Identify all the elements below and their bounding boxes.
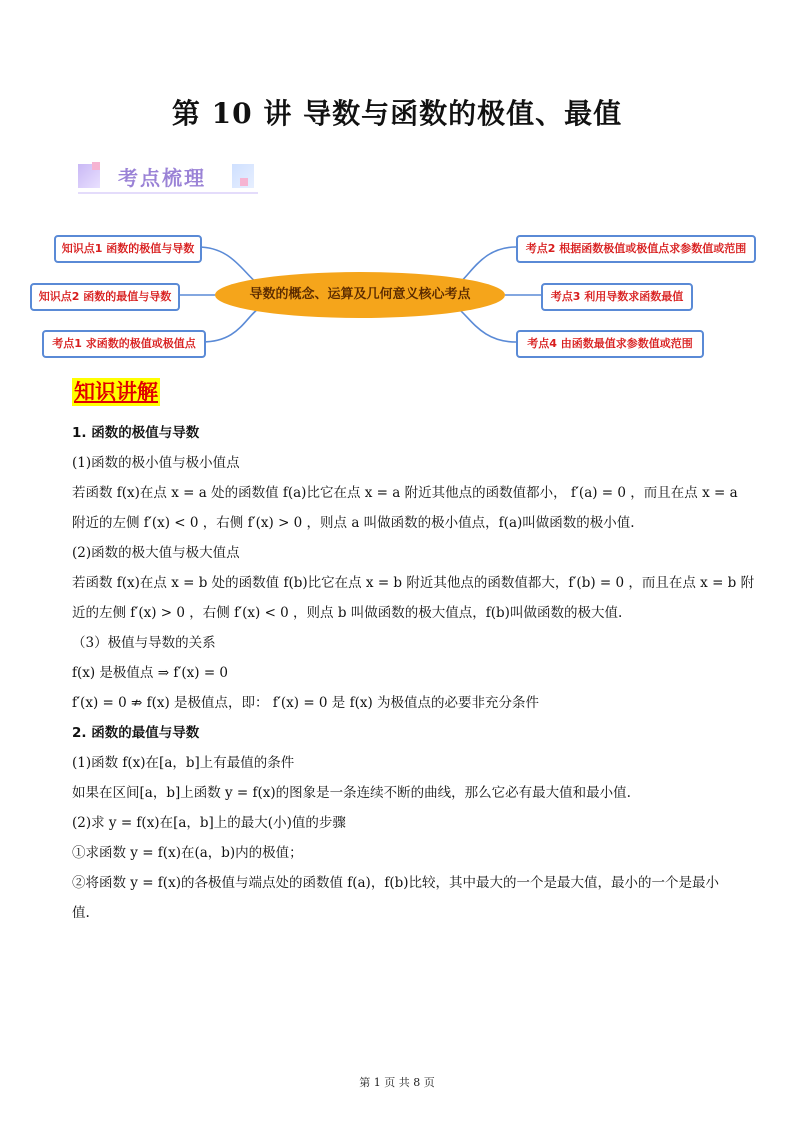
subheading-extrema: 1. 函数的极值与导数 — [72, 425, 200, 441]
mindmap-node-right-3: 考点4 由函数最值求参数值或范围 — [516, 330, 704, 358]
mindmap-center: 导数的概念、运算及几何意义核心考点 — [215, 272, 505, 318]
text-line: 附近的左侧 f′(x) < 0 ，右侧 f′(x) > 0 ，则点 a 叫做函数的极小值点，f(a)叫做函数的极小值. — [72, 515, 635, 531]
text-line: 若函数 f(x)在点 x = b 处的函数值 f(b)比它在点 x = b 附近其他点的函数值都大，f′(b) = 0 ，而且在点 x = b 附 — [72, 575, 755, 591]
text-line: 近的左侧 f′(x) > 0 ，右侧 f′(x) < 0 ，则点 b 叫做函数的极大值点，f(b)叫做函数的极大值. — [72, 605, 623, 621]
formula-line: f′(x) = 0 ⇏ f(x) 是极值点，即： f′(x) = 0 是 f(x) 为极值点的必要非充分条件 — [72, 695, 540, 711]
banner-decoration-left — [78, 164, 100, 188]
text-line: (1)函数 f(x)在[a，b]上有最值的条件 — [72, 755, 295, 771]
text-line: 如果在区间[a，b]上函数 y = f(x)的图象是一条连续不断的曲线，那么它必有最大值和最小值. — [72, 785, 631, 801]
banner-underline — [78, 192, 258, 194]
mind-map — [0, 228, 794, 358]
text-line: (2)函数的极大值与极大值点 — [72, 545, 240, 561]
banner-label: 考点梳理 — [118, 166, 206, 190]
mindmap-node-left-1: 知识点1 函数的极值与导数 — [54, 235, 202, 263]
page-title: 第 10 讲 导数与函数的极值、最值 — [171, 97, 623, 130]
banner-decoration-right — [232, 164, 254, 188]
page-footer: 第 1 页 共 8 页 — [359, 1076, 435, 1089]
text-line: ②将函数 y = f(x)的各极值与端点处的函数值 f(a)，f(b)比较，其中最大的一个是最大值，最小的一个是最小 — [72, 875, 719, 891]
text-line: (2)求 y = f(x)在[a，b]上的最大(小)值的步骤 — [72, 815, 346, 831]
mindmap-node-right-2: 考点3 利用导数求函数最值 — [541, 283, 693, 311]
subheading-max-min: 2. 函数的最值与导数 — [72, 725, 200, 741]
mindmap-node-left-3: 考点1 求函数的极值或极值点 — [42, 330, 206, 358]
text-line: (1)函数的极小值与极小值点 — [72, 455, 240, 471]
text-line: ①求函数 y = f(x)在(a，b)内的极值； — [72, 845, 303, 861]
section-banner — [78, 160, 258, 192]
text-line: （3）极值与导数的关系 — [72, 635, 216, 651]
text-line: 若函数 f(x)在点 x = a 处的函数值 f(a)比它在点 x = a 附近其他点的函数值都小， f′(a) = 0 ，而且在点 x = a — [72, 485, 738, 501]
text-line: 值. — [72, 905, 90, 921]
mindmap-node-right-1: 考点2 根据函数极值或极值点求参数值或范围 — [516, 235, 756, 263]
formula-line: f(x) 是极值点 ⇒ f′(x) = 0 — [72, 665, 229, 681]
content-body — [72, 418, 755, 928]
section-heading: 知识讲解 — [74, 379, 158, 404]
mindmap-node-left-2: 知识点2 函数的最值与导数 — [30, 283, 180, 311]
